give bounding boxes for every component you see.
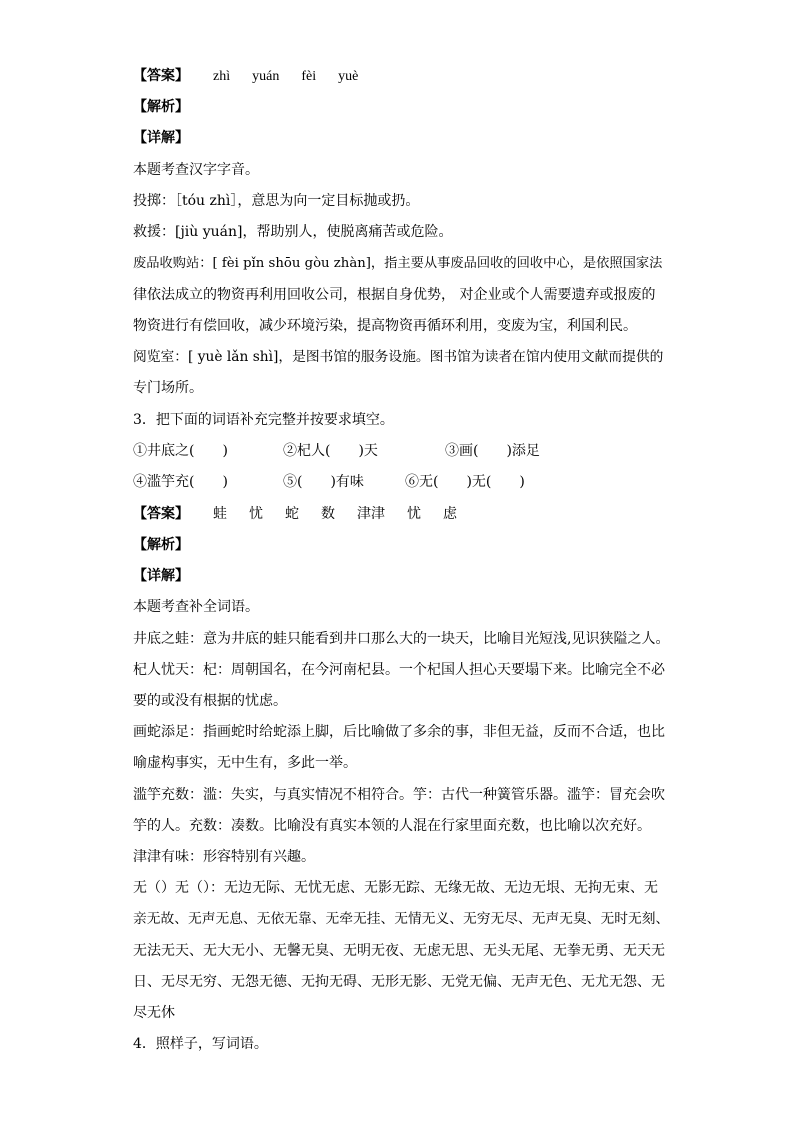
answer-items: [189, 69, 358, 84]
explanation-line: 亲无故、无声无息、无依无靠、无牵无挂、无情无义、无穷无尽、无声无臭、无时无刻、: [133, 911, 670, 927]
answer-item: 数: [321, 506, 335, 522]
answer-item: 忧: [407, 506, 421, 522]
blank-item: ③画( )添足: [445, 443, 540, 459]
detail-tag: 【详解】: [133, 568, 189, 584]
blank-item: ②杞人( )天: [283, 443, 378, 459]
blank-item: ⑤( )有味: [283, 474, 364, 490]
answer-tag: 【答案】: [133, 506, 189, 522]
answer-item: 虑: [443, 506, 457, 522]
blank-item: ④滥竽充( ): [133, 474, 228, 490]
answer-tag: 【答案】: [133, 68, 189, 84]
explanation-line: 喻虚构事实，无中生有，多此一举。: [133, 755, 357, 771]
answer-row: [133, 504, 669, 524]
explanation-line: 专门场所。: [133, 380, 203, 396]
detail-tag: 【详解】: [133, 130, 189, 146]
explanation-line: 阅览室：[ yuè lǎn shì]，是图书馆的服务设施。图书馆为读者在馆内使用文献而提供的: [133, 349, 664, 365]
explanation-line: 日、无尽无穷、无怨无德、无拘无碍、无形无影、无党无偏、无声无色、无尤无怨、无: [133, 974, 665, 990]
answer-item: 蛙: [213, 506, 227, 522]
blank-item: ①井底之( ): [133, 443, 228, 459]
answer-items: [189, 506, 457, 522]
blank-row-1: [133, 441, 669, 461]
explanation-line: 投掷：［tóu zhì］，意思为向一定目标抛或扔。: [133, 193, 420, 209]
explanation-line: 救援：[jiù yuán]，帮助别人，使脱离痛苦或危险。: [133, 224, 453, 240]
explanation-line: 律依法成立的物资再利用回收公司，根据自身优势， 对企业或个人需要遗弃或报废的: [133, 287, 656, 303]
question-title: 4．照样子，写词语。: [133, 1036, 268, 1052]
answer-item: zhì: [213, 69, 231, 84]
question-title: 3．把下面的词语补充完整并按要求填空。: [133, 412, 394, 428]
explanation-line: 滥竽充数：滥：失实，与真实情况不相符合。竽：古代一种簧管乐器。滥竽：冒充会吹: [133, 787, 665, 803]
explanation-line: 废品收购站：[ fèi pǐn shōu gòu zhàn]，指主要从事废品回收的回收中心，是依照国家法: [133, 256, 663, 271]
explanation-line: 无法无天、无大无小、无馨无臭、无明无夜、无虑无思、无头无尾、无拳无勇、无天无: [133, 943, 665, 959]
topic-line: 本题考查汉字字音。: [133, 162, 259, 178]
answer-item: 津津: [357, 506, 385, 522]
answer-item: yuè: [338, 69, 359, 84]
explanation-line: 尽无休: [133, 1005, 175, 1021]
topic-line: 本题考查补全词语。: [133, 599, 259, 615]
analysis-tag: 【解析】: [133, 99, 189, 115]
answer-item: 蛇: [285, 506, 299, 522]
answer-item: yuán: [252, 69, 280, 84]
explanation-line: 井底之蛙：意为井底的蛙只能看到井口那么大的一块天，比喻目光短浅,见识狭隘之人。: [133, 631, 670, 647]
answer-item: 忧: [249, 506, 263, 522]
explanation-line: 竽的人。充数：凑数。比喻没有真实本领的人混在行家里面充数，也比喻以次充好。: [133, 818, 651, 834]
answer-item: fèi: [301, 69, 317, 84]
explanation-line: 物资进行有偿回收，减少环境污染，提高物资再循环利用，变废为宝，利国利民。: [133, 318, 637, 334]
explanation-line: 要的或没有根据的忧虑。: [133, 693, 287, 709]
analysis-tag: 【解析】: [133, 537, 189, 553]
explanation-line: 画蛇添足：指画蛇时给蛇添上脚，后比喻做了多余的事，非但无益，反而不合适，也比: [133, 724, 665, 740]
explanation-line: 津津有味：形容特别有兴趣。: [133, 849, 315, 865]
explanation-line: 杞人忧天：杞：周朝国名，在今河南杞县。一个杞国人担心天要塌下来。比喻完全不必: [133, 662, 665, 678]
explanation-line: 无（）无（）：无边无际、无忧无虑、无影无踪、无缘无故、无边无垠、无拘无束、无: [133, 880, 658, 896]
answer-row: [133, 66, 669, 87]
blank-row-2: [133, 472, 669, 492]
blank-item: ⑥无( )无( ): [405, 474, 525, 490]
